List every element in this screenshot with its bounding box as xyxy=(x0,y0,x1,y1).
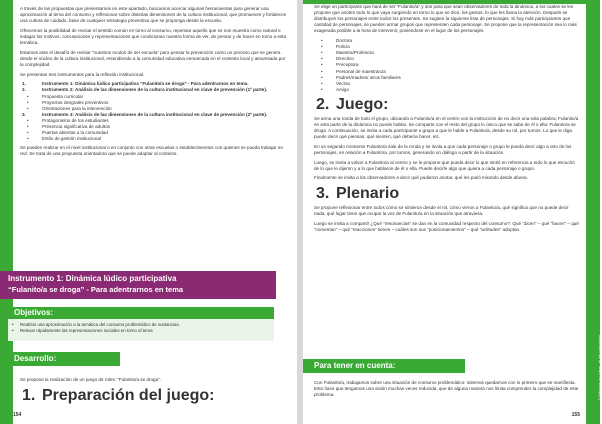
desarrollo-text: Se propone la realización de un juego de roles: “Fulanito/a se droga”. xyxy=(20,377,161,382)
side-running-title: Cuidarnos en juego, el del prevenido xyxy=(597,335,602,401)
list-item: • Realizar una aproximación a la temática del consumo problemático de sustancias. xyxy=(8,322,274,328)
objetivos-label: Objetivos: xyxy=(14,308,54,317)
right-page-number: 155 xyxy=(571,412,580,418)
juego-paragraph-2: En un segundo momento Fulanito/a sale de la ronda y se invita a que cada personaje o grupo le pueda decir algo a otro de los personajes, en relación a Fulanito/a, por turnos, generando un diálogo a partir de la situación. xyxy=(314,143,572,155)
list-item: • Amigo xyxy=(314,87,580,93)
plenario-heading: 3. Plenario xyxy=(316,185,400,203)
list-item: • Orientaciones para la intervención xyxy=(20,106,290,112)
banner-title: Instrumento 1: Dinámica lúdico participativa xyxy=(8,274,177,283)
desarrollo-content xyxy=(20,377,280,405)
list-item: • Directivo xyxy=(314,56,580,62)
intro-paragraph-4: Se presentan tres instrumentos para la reflexión institucional. xyxy=(20,71,145,77)
list-item: • Estilo de gestión institucional xyxy=(20,136,290,142)
right-intro-paragraph: Se elige un participante que hará de ser “Fulanito/a” y dos para que sean observadores de toda la dinámica, a los cuales se les propone que anoten todo lo que vaya surgiendo en torno lo que se dice, los gestos, lo que les llama la atención. Después se distribuyen los personajes entre todos los presentes. Se sugiere la siguiente lista de personajes. Si hay más participantes que cantidad de personajes, se pueden armar grupos que representen cada personaje. Se propone que la representación sea lo más exagerada posible a la hora de intervenir, poniéndose en el lugar de los personajes. xyxy=(314,4,577,34)
banner-subtitle: “Fulanito/a se droga” - Para adentrarnos en tema xyxy=(8,285,184,294)
list-item: • Padres/madres/ otros familiares xyxy=(314,75,580,81)
list-item: • Propuesta curricular xyxy=(20,94,290,100)
right-page-green-strip xyxy=(586,0,600,424)
list-item: • Vecina xyxy=(314,81,580,87)
desarrollo-header xyxy=(8,352,120,366)
instrument-3-bullets xyxy=(20,118,290,142)
juego-heading: 2. Juego: xyxy=(316,95,389,113)
tener-en-cuenta-header xyxy=(303,359,465,373)
list-item: • Preceptora xyxy=(314,62,580,68)
tener-en-cuenta-label: Para tener en cuenta: xyxy=(314,361,396,370)
list-item: • Policía xyxy=(314,44,580,50)
intro-paragraph-3: Estamos ante el desafío de revisar “nuestros modos de ser escuela” para pensar la prevención como un proceso que se genera desde el núcleo de la cultura institucional, entendiendo a la comunidad educativa enmarcada en el contexto local y atravesada por la complejidad. xyxy=(20,49,286,67)
juego-paragraph-1: Se arma una ronda de todo el grupo, ubicando a Fulanito/a en el centro con la instrucción de no decir una sola palabra; Fulanito/a en esta parte de la dinámica no puede hablar. Se comparte con el resto del grupo lo único que se sabe de él o ella: Fulanito/a se droga. A continuación, se invita a cada participante o grupo a que le hable a Fulanito/a, desde su rol, por turnos. Lo que le diga puede decir qué piensan, qué sienten, qué debería hacer, etc. xyxy=(314,115,579,140)
left-page xyxy=(0,0,297,424)
instrument-item-3: 3. Instrumento 3: Análisis de las dimensiones de la cultura institucional en clave de prevención (2º parte). xyxy=(22,111,268,117)
list-item: • Maestra/Profesora xyxy=(314,50,580,56)
left-page-number: 154 xyxy=(13,412,22,418)
list-item: • Puertas abiertas a la comunidad xyxy=(20,130,290,136)
intro-paragraph-1: A través de las propuestas que presentamos en este apartado, buscamos acercar algunas herramientas para generar una aproximación al tema del consumo y reflexionar sobre distintas dimensiones de la cultura institucional, que promueven y fortalecen una cultura de cuidado, base de cualquier estrategia preventiva que se proponga desde la escuela. xyxy=(20,6,287,24)
objetivos-body xyxy=(8,319,274,341)
left-column xyxy=(20,2,290,161)
instrument-item-2: 2. Instrumento 2: Análisis de las dimensiones de la cultura institucional en clave de prevención (1º parte). xyxy=(22,87,268,93)
characters-list xyxy=(314,38,580,93)
instrument-2-bullets xyxy=(20,94,290,112)
intro-paragraph-2: Ofrecemos la posibilidad de revisar el sentido común en torno al consumo, repensar aquello que se nos muestra como natural e indagar los motivos, concepciones y representaciones que condicionan nuestra forma de ver, de pensar y de hacer en torno a esta temática. xyxy=(20,27,287,46)
tener-en-cuenta-content xyxy=(314,380,580,402)
list-item: • Personal de maestranza xyxy=(314,69,580,75)
tener-en-cuenta-text: Con Fulanito/a, trabajamos sobre una situación de consumo problemático: solemos quedarnos con lo primero que se manifiesta. Esto hace que tengamos una visión muchas veces reducida, que de alguna manera nos limita comprender la complejidad de este problema. xyxy=(314,380,579,398)
objetivos-header xyxy=(8,307,274,319)
list-item: • Proyectos integrales preventivos xyxy=(20,100,290,106)
list-item: • Relevar rápidamente las representaciones sociales en torno al tema xyxy=(8,328,274,334)
instrument-list xyxy=(20,81,290,93)
plenario-paragraph-1: Se propone reflexionar entre todos cómo se sintieron desde el rol, cómo vieron a Fulanito/a, qué significa que no puede decir nada, qué lugar tiene que ocupar la voz de Fulanito/a en la situación que atraviesa. xyxy=(314,205,569,217)
right-column xyxy=(314,2,580,237)
prep-item: 1. Preparación del juego: xyxy=(22,386,215,404)
instrument-item-1: 1. Instrumento 1: Dinámica lúdico participativa “Fulanito/a se droga” - Para adentrarnos en tema. xyxy=(22,81,249,87)
closing-paragraph: Se pueden realizar en el nivel institucional o en conjunto con otras escuelas o establecimientos con quienes se pueda trabajar en red. Se trata de una propuesta orientadora que se puede adaptar al contexto. xyxy=(20,145,284,157)
list-item: • Presencia significativa de adultos xyxy=(20,124,290,130)
plenario-paragraph-2: Luego se invita a compartir ¿Qué “resonancias” se dan en la comunidad respecto del consumo?: Qué “dicen” – qué “hacen” – qué “comentan” – qué “reacciones” tienen – cuáles son sus “posicionamientos” – qué “actitudes” adoptan. xyxy=(314,220,579,232)
juego-paragraph-3: Luego, se invita a volver a Fulanito/a al centro y se le propone que pueda decir lo que sintió en referencia a todo lo que escuchó de lo que le dijeron y a lo que hablaron de él o ella. Puede decirle algo que quiera a cada personaje o grupo. xyxy=(314,159,575,171)
list-item: • Protagonismo de los estudiantes xyxy=(20,118,290,124)
right-page xyxy=(303,0,600,424)
instrument-1-banner xyxy=(0,271,276,299)
list-item: • Doctora xyxy=(314,38,580,44)
juego-paragraph-4: Finalmente se invita a los observadores a decir qué pudieron anotar, qué les pasó mirando desde afuera. xyxy=(314,175,528,181)
desarrollo-label: Desarrollo: xyxy=(14,354,57,363)
